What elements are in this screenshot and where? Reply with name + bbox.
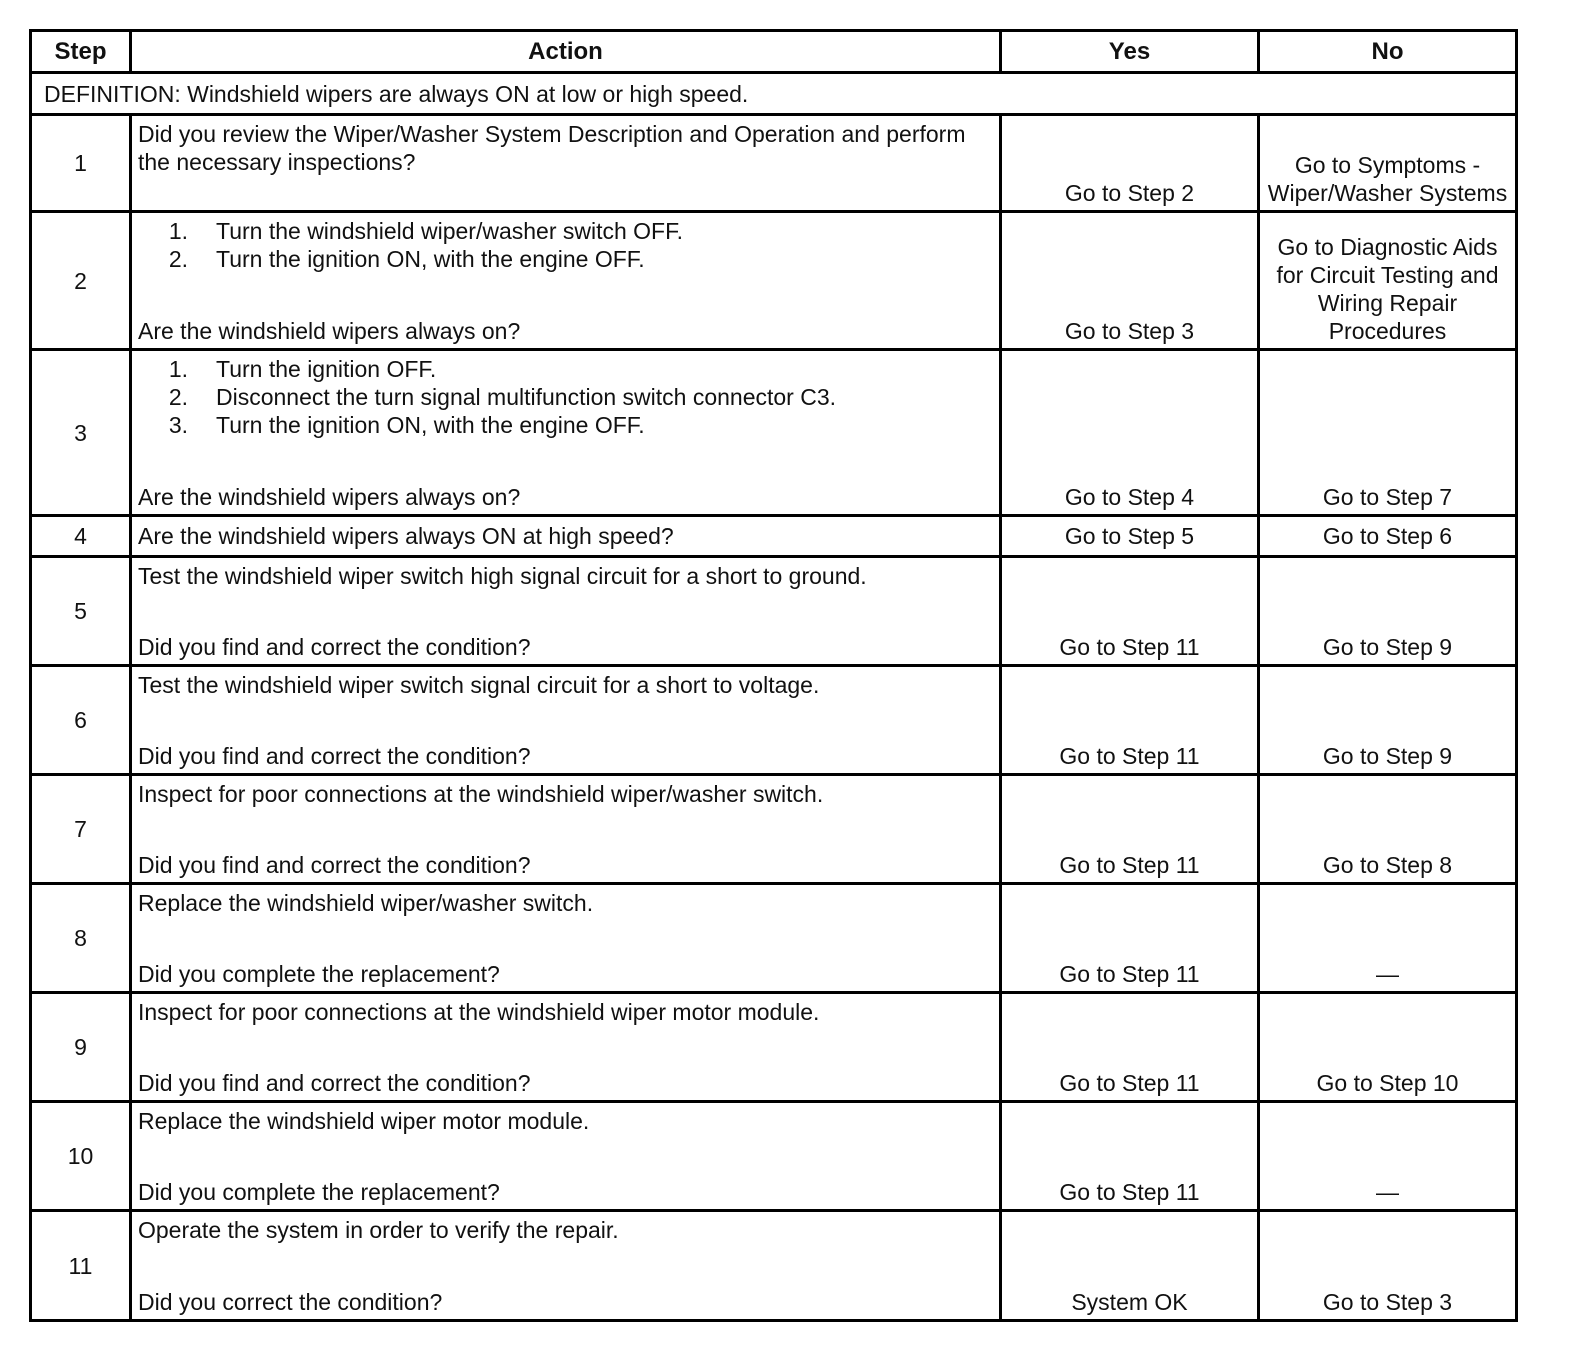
action-text: Inspect for poor connections at the windshield wiper motor module.: [138, 999, 820, 1025]
no-cell: Go to Step 9: [1259, 557, 1517, 666]
yes-cell: Go to Step 11: [1001, 1102, 1259, 1211]
step-number: 1: [31, 115, 131, 212]
table-row: [31, 516, 1517, 557]
table-row: [31, 1211, 1517, 1321]
action-cell: [131, 666, 1001, 775]
yes-cell: Go to Step 4: [1001, 350, 1259, 516]
no-cell: Go to Step 7: [1259, 350, 1517, 516]
action-text: Inspect for poor connections at the windshield wiper/washer switch.: [138, 781, 824, 807]
table-row: [31, 212, 1517, 350]
action-question: Did you complete the replacement?: [138, 1179, 500, 1205]
no-cell: Go to Step 3: [1259, 1211, 1517, 1321]
action-cell: [131, 350, 1001, 516]
yes-cell: Go to Step 2: [1001, 115, 1259, 212]
yes-cell: Go to Step 11: [1001, 666, 1259, 775]
table-row: [31, 350, 1517, 516]
action-question: Did you complete the replacement?: [138, 961, 500, 987]
header-action: Action: [131, 31, 1001, 73]
action-cell: [131, 516, 1001, 557]
action-question: Did you find and correct the condition?: [138, 852, 531, 878]
step-number: 11: [31, 1211, 131, 1321]
no-cell: —: [1259, 1102, 1517, 1211]
action-text: Operate the system in order to verify the repair.: [138, 1217, 619, 1243]
table-row: [31, 884, 1517, 993]
list-item: 2. Disconnect the turn signal multifunction switch connector C3.: [168, 384, 837, 410]
yes-cell: Go to Step 11: [1001, 993, 1259, 1102]
list-item: 2. Turn the ignition ON, with the engine OFF.: [168, 246, 645, 272]
table-row: [31, 557, 1517, 666]
no-cell: Go to Step 8: [1259, 775, 1517, 884]
table-row: [31, 1102, 1517, 1211]
action-text: Test the windshield wiper switch signal circuit for a short to voltage.: [138, 672, 820, 698]
no-cell: Go to Step 10: [1259, 993, 1517, 1102]
action-cell: [131, 884, 1001, 993]
step-number: 3: [31, 350, 131, 516]
no-cell: Go to Step 6: [1259, 516, 1517, 557]
yes-cell: Go to Step 11: [1001, 884, 1259, 993]
action-cell: [131, 212, 1001, 350]
definition-row: [31, 73, 1517, 115]
action-question: Are the windshield wipers always on?: [138, 484, 521, 510]
action-text: Replace the windshield wiper motor module.: [138, 1108, 590, 1134]
action-question: Did you find and correct the condition?: [138, 743, 531, 769]
action-steps: [138, 355, 993, 439]
diagnostic-table: [29, 29, 1518, 1322]
step-number: 5: [31, 557, 131, 666]
no-cell: Go to Step 9: [1259, 666, 1517, 775]
action-cell: [131, 993, 1001, 1102]
action-question: Did you find and correct the condition?: [138, 634, 531, 660]
yes-cell: Go to Step 3: [1001, 212, 1259, 350]
table-row: [31, 666, 1517, 775]
no-cell: —: [1259, 884, 1517, 993]
action-text: Did you review the Wiper/Washer System Description and Operation and perform the necessary inspections?: [138, 121, 966, 175]
step-number: 7: [31, 775, 131, 884]
action-cell: [131, 775, 1001, 884]
list-item: 3. Turn the ignition ON, with the engine OFF.: [168, 412, 645, 438]
yes-cell: Go to Step 11: [1001, 557, 1259, 666]
definition-text: DEFINITION: Windshield wipers are always ON at low or high speed.: [31, 73, 1517, 115]
action-question: Are the windshield wipers always on?: [138, 318, 521, 344]
list-item: 1. Turn the ignition OFF.: [168, 356, 437, 382]
list-item: 1. Turn the windshield wiper/washer switch OFF.: [168, 218, 683, 244]
action-cell: [131, 557, 1001, 666]
table-row: [31, 993, 1517, 1102]
step-number: 2: [31, 212, 131, 350]
header-step: Step: [31, 31, 131, 73]
header-no: No: [1259, 31, 1517, 73]
yes-cell: Go to Step 11: [1001, 775, 1259, 884]
action-text: Are the windshield wipers always ON at high speed?: [138, 523, 674, 549]
action-cell: [131, 1211, 1001, 1321]
header-row: [31, 31, 1517, 73]
table-row: [31, 775, 1517, 884]
action-question: Did you correct the condition?: [138, 1289, 443, 1315]
yes-cell: System OK: [1001, 1211, 1259, 1321]
action-steps: [138, 217, 993, 273]
table-row: [31, 115, 1517, 212]
step-number: 4: [31, 516, 131, 557]
no-cell: Go to Diagnostic Aids for Circuit Testing and Wiring Repair Procedures: [1259, 212, 1517, 350]
step-number: 6: [31, 666, 131, 775]
action-text: Replace the windshield wiper/washer switch.: [138, 890, 594, 916]
action-question: Did you find and correct the condition?: [138, 1070, 531, 1096]
step-number: 8: [31, 884, 131, 993]
step-number: 10: [31, 1102, 131, 1211]
action-text: Test the windshield wiper switch high signal circuit for a short to ground.: [138, 563, 867, 589]
yes-cell: Go to Step 5: [1001, 516, 1259, 557]
action-cell: [131, 1102, 1001, 1211]
step-number: 9: [31, 993, 131, 1102]
action-cell: [131, 115, 1001, 212]
header-yes: Yes: [1001, 31, 1259, 73]
no-cell: Go to Symptoms - Wiper/Washer Systems: [1259, 115, 1517, 212]
